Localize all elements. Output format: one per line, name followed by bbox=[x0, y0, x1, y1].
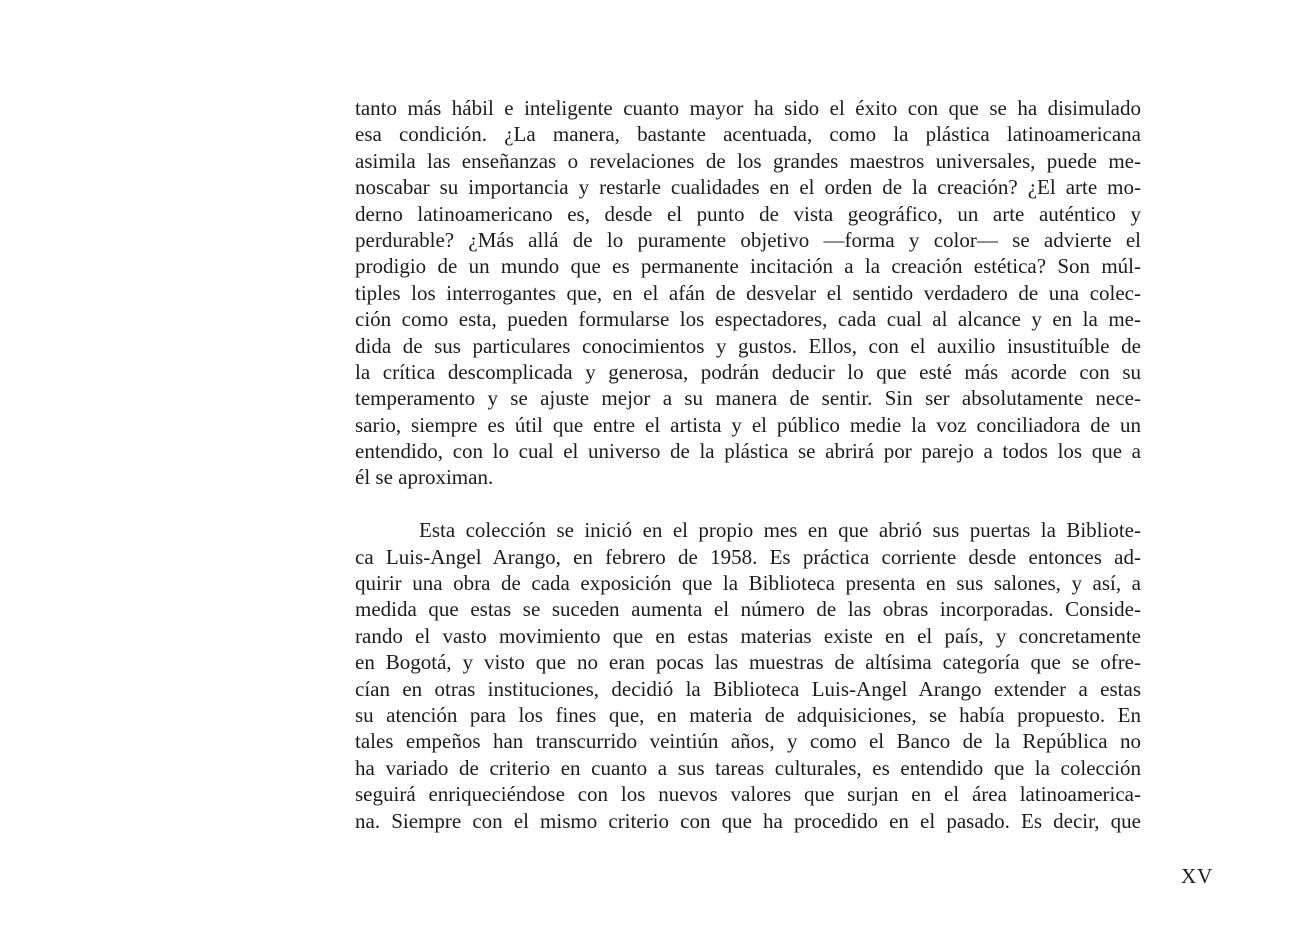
text-line: prodigio de un mundo que es permanente incitación a la creación estética? Son múl- bbox=[355, 254, 1141, 279]
text-line: medida que estas se suceden aumenta el número de las obras incorporadas. Conside- bbox=[355, 597, 1141, 622]
text-line: derno latinoamericano es, desde el punto de vista geográfico, un arte auténtico y bbox=[355, 201, 1141, 226]
text-line: en Bogotá, y visto que no eran pocas las muestras de altísima categoría que se ofre- bbox=[355, 650, 1141, 675]
text-line: perdurable? ¿Más allá de lo puramente objetivo —forma y color— se advierte el bbox=[355, 227, 1141, 252]
paragraph-spacer bbox=[355, 491, 1141, 517]
page-number: XV bbox=[1181, 864, 1214, 888]
text-line: sario, siempre es útil que entre el artista y el público medie la voz conciliadora de un bbox=[355, 412, 1141, 437]
paragraph-2 bbox=[355, 517, 1141, 834]
text-line: ción como esta, pueden formularse los espectadores, cada cual al alcance y en la me- bbox=[355, 307, 1141, 332]
text-line: temperamento y se ajuste mejor a su manera de sentir. Sin ser absolutamente nece- bbox=[355, 386, 1141, 411]
paragraph-1 bbox=[355, 95, 1141, 491]
text-line: la crítica descomplicada y generosa, podrán deducir lo que esté más acorde con su bbox=[355, 359, 1141, 384]
text-line: seguirá enriqueciéndose con los nuevos valores que surjan en el área latinoamerica- bbox=[355, 782, 1141, 807]
text-line: su atención para los fines que, en materia de adquisiciones, se había propuesto. En bbox=[355, 702, 1141, 727]
text-line: noscabar su importancia y restarle cualidades en el orden de la creación? ¿El arte mo- bbox=[355, 175, 1141, 200]
text-line: esa condición. ¿La manera, bastante acentuada, como la plástica latinoamericana bbox=[355, 122, 1141, 147]
text-line: tiples los interrogantes que, en el afán de desvelar el sentido verdadero de una colec- bbox=[355, 280, 1141, 305]
text-line: tales empeños han transcurrido veintiún años, y como el Banco de la República no bbox=[355, 729, 1141, 754]
text-line: dida de sus particulares conocimientos y gustos. Ellos, con el auxilio insustituíble de bbox=[355, 333, 1141, 358]
text-line: quirir una obra de cada exposición que la Biblioteca presenta en sus salones, y así, a bbox=[355, 571, 1141, 596]
text-line: ca Luis-Angel Arango, en febrero de 1958. Es práctica corriente desde entonces ad- bbox=[355, 544, 1141, 569]
text-line: ha variado de criterio en cuanto a sus tareas culturales, es entendido que la colección bbox=[355, 755, 1141, 780]
text-line: entendido, con lo cual el universo de la plástica se abrirá por parejo a todos los que a bbox=[355, 439, 1141, 464]
text-line: él se aproximan. bbox=[355, 465, 494, 490]
body-text bbox=[355, 95, 1141, 834]
text-line: tanto más hábil e inteligente cuanto mayor ha sido el éxito con que se ha disimulado bbox=[355, 96, 1141, 120]
text-line: Esta colección se inició en el propio mes en que abrió sus puertas la Bibliote- bbox=[419, 518, 1141, 543]
text-line: rando el vasto movimiento que en estas materias existe en el país, y concretamente bbox=[355, 623, 1141, 648]
text-line: na. Siempre con el mismo criterio con que ha procedido en el pasado. Es decir, que bbox=[355, 808, 1141, 833]
text-line: cían en otras instituciones, decidió la Biblioteca Luis-Angel Arango extender a estas bbox=[355, 676, 1141, 701]
text-line: asimila las enseñanzas o revelaciones de los grandes maestros universales, puede me- bbox=[355, 148, 1141, 173]
